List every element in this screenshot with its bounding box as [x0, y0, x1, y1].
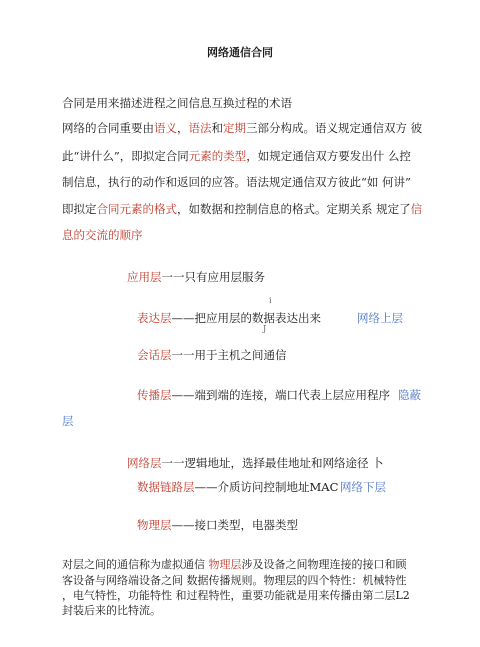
intro-line-2 — [62, 116, 422, 140]
layer-physical-name: 物理层 — [137, 518, 172, 532]
stray-mark-a: i — [269, 296, 272, 305]
intro-line-4: 制信息，执行的动作和返回的应答。语法规定通信双方彼此“如 何讲” — [62, 175, 411, 189]
bottom-line-1 — [62, 557, 407, 572]
text-run: 语法 — [188, 121, 212, 135]
layer-presentation-desc: ——把应用层的数据表达出来 — [171, 311, 321, 325]
text-run: 物理层 — [208, 558, 242, 571]
layer-physical-desc: ——接口类型，电器类型 — [171, 518, 298, 532]
layer-application-desc: 一一只有应用层服务 — [161, 270, 265, 284]
layer-application — [127, 265, 265, 289]
intro-line-5 — [62, 197, 422, 221]
group-upper-layers: 网络上层 — [357, 311, 403, 325]
bottom-line-3: ，电气特性，功能特性 和过程特性，重要功能就是用来传播由第二层L2 — [62, 589, 410, 602]
layer-network-tail: 卜 — [372, 456, 384, 470]
group-hidden-a: 隐蔽 — [398, 388, 421, 402]
text-run: ，如规定通信双方要发出什 么控 — [246, 149, 411, 163]
text-run: 和 — [211, 121, 223, 135]
bottom-line-4: 封装后来的比特流。 — [62, 604, 161, 617]
text-run: 定期 — [223, 121, 246, 135]
layer-network — [127, 451, 369, 475]
text-run: ， — [177, 121, 189, 135]
layer-datalink-desc: ——介质访问控制地址MAC — [194, 480, 339, 494]
text-run: 语义 — [154, 121, 177, 135]
bottom-line-2: 客设备与网络端设备之间 数据传播规则。物理层的四个特性：机械特性 — [62, 574, 407, 587]
layer-application-name: 应用层 — [127, 270, 162, 284]
layer-datalink — [137, 475, 338, 499]
text-run: 信 — [410, 202, 423, 216]
layer-session — [137, 343, 287, 367]
group-lower-layers: 网络下层 — [340, 480, 386, 494]
text-run: 三部分构成。语义规定通信双方 彼 — [246, 121, 423, 135]
layer-network-name: 网络层 — [127, 456, 162, 470]
group-hidden-b: 层 — [62, 414, 74, 428]
intro-line-6: 息的交流的顺序 — [62, 228, 143, 242]
layer-session-name: 会话层 — [137, 348, 172, 362]
intro-line-3 — [62, 144, 411, 168]
text-run: 对层之间的通信称为虚拟通信 — [62, 558, 209, 571]
text-run: ，如数据和控制信息的格式。定期关系 规定了 — [177, 202, 411, 216]
layer-presentation-name: 表达层 — [137, 311, 172, 325]
text-run: 涉及设备之间物理连接的接口和顾 — [241, 558, 407, 571]
layer-network-desc: 一一逻辑地址，选择最佳地址和网络途径 — [161, 456, 369, 470]
layer-presentation — [137, 306, 321, 330]
layer-transport-name: 传播层 — [137, 388, 172, 402]
text-run: 元素的类型 — [188, 149, 247, 163]
document-title: 网络通信合同 — [207, 46, 273, 59]
text-run: 合同元素的格式 — [96, 202, 177, 216]
text-run: 网络的合同重要由 — [62, 121, 154, 135]
intro-line-1: 合同是用来描述进程之间信息互换过程的术语 — [62, 96, 292, 110]
layer-transport-desc: ——端到端的连接，端口代表上层应用程序 — [171, 388, 390, 402]
text-run: 此“讲什么”，即拟定合同 — [62, 149, 189, 163]
layer-physical — [137, 513, 298, 537]
text-run: 即拟定 — [62, 202, 97, 216]
layer-session-desc: 一一用于主机之间通信 — [171, 348, 287, 362]
layer-datalink-name: 数据链路层 — [137, 480, 195, 494]
layer-transport — [137, 383, 390, 407]
stray-mark-b: J — [263, 324, 267, 333]
